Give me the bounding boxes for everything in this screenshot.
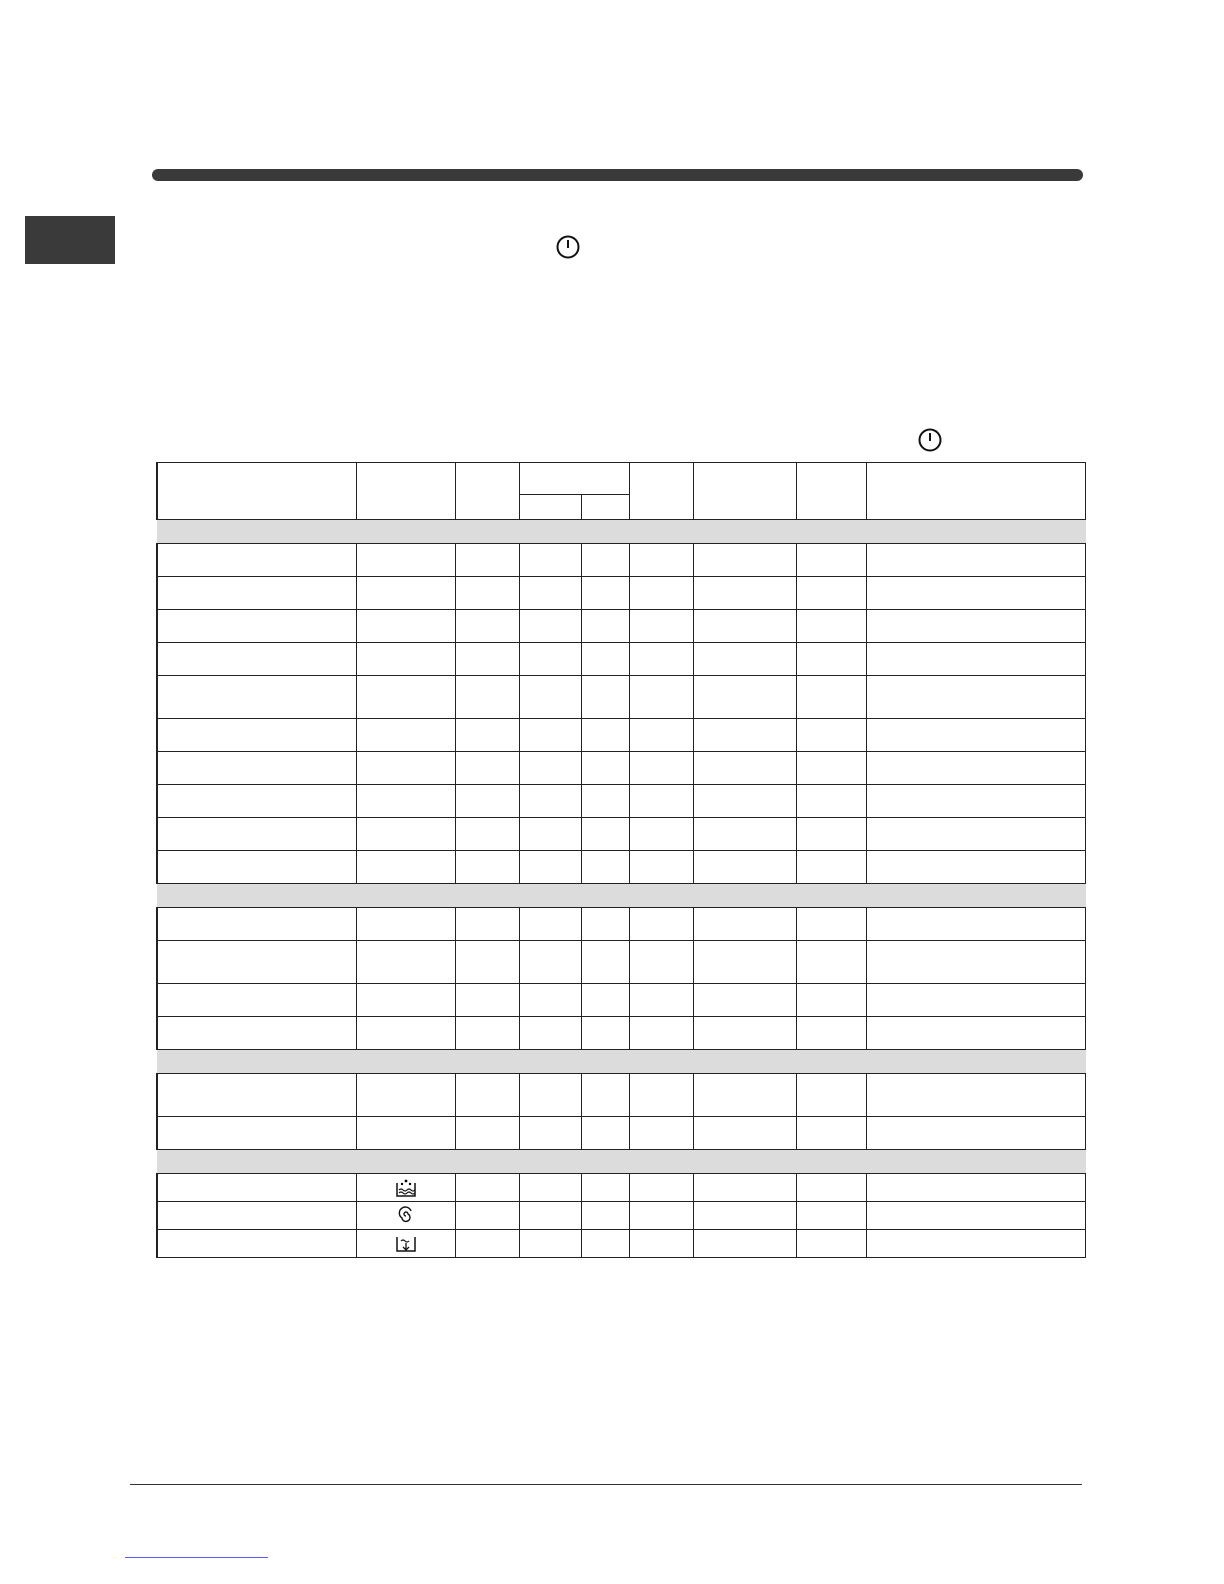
- table-cell: [796, 851, 866, 884]
- table-cell: [455, 1202, 519, 1230]
- table-row: [157, 1074, 1085, 1117]
- table-cell: [629, 544, 693, 577]
- table-cell: [356, 908, 455, 941]
- table-cell: [455, 610, 519, 643]
- table-cell: [455, 908, 519, 941]
- group-band-cell: [157, 1050, 1085, 1074]
- table-cell: [455, 818, 519, 851]
- table-cell: [455, 984, 519, 1017]
- table-cell: [455, 544, 519, 577]
- header-cell: [519, 495, 581, 520]
- table-group-band: [157, 520, 1085, 544]
- table-cell: [866, 1017, 1085, 1050]
- table-cell: [157, 719, 356, 752]
- table-cell: [157, 785, 356, 818]
- table-cell: [581, 1230, 629, 1258]
- table-cell: [157, 941, 356, 984]
- table-cell: [356, 610, 455, 643]
- table-cell: [629, 785, 693, 818]
- table-cell: [455, 1017, 519, 1050]
- table-cell: [866, 577, 1085, 610]
- table-cell: [157, 984, 356, 1017]
- table-cell: [796, 1074, 866, 1117]
- table-cell: [581, 785, 629, 818]
- table-row: [157, 1174, 1085, 1202]
- table-cell: [693, 984, 796, 1017]
- table-cell: [356, 941, 455, 984]
- header-cell: [455, 463, 519, 520]
- table-cell: [581, 719, 629, 752]
- power-icon: [555, 234, 581, 260]
- table-cell: [581, 610, 629, 643]
- table-cell: [519, 818, 581, 851]
- table-cell: [581, 544, 629, 577]
- table-cell: [629, 1174, 693, 1202]
- table-cell: [356, 1202, 455, 1230]
- table-cell: [866, 643, 1085, 676]
- table-cell: [581, 643, 629, 676]
- table-cell: [455, 941, 519, 984]
- spin-icon: [357, 1205, 455, 1227]
- power-icon: [917, 427, 943, 453]
- table-cell: [519, 719, 581, 752]
- table-cell: [629, 1074, 693, 1117]
- table-cell: [693, 1202, 796, 1230]
- table-cell: [693, 941, 796, 984]
- table-cell: [629, 1230, 693, 1258]
- table-cell: [629, 676, 693, 719]
- table-cell: [866, 1117, 1085, 1150]
- rinse-icon: [357, 1177, 455, 1199]
- table-cell: [519, 984, 581, 1017]
- table-row: [157, 818, 1085, 851]
- table-cell: [519, 643, 581, 676]
- table-cell: [157, 908, 356, 941]
- table-cell: [629, 1202, 693, 1230]
- language-tab-marker: [25, 216, 115, 264]
- table-cell: [796, 984, 866, 1017]
- header-cell: [581, 495, 629, 520]
- table-cell: [693, 676, 796, 719]
- table-cell: [157, 1074, 356, 1117]
- table-cell: [693, 818, 796, 851]
- table-cell: [796, 785, 866, 818]
- table-cell: [157, 1174, 356, 1202]
- table-row: [157, 785, 1085, 818]
- group-band-cell: [157, 884, 1085, 908]
- table-cell: [581, 851, 629, 884]
- table-cell: [866, 1174, 1085, 1202]
- table-cell: [796, 577, 866, 610]
- footer-link-underline: [125, 1557, 268, 1558]
- table-cell: [455, 643, 519, 676]
- drain-icon: [357, 1233, 455, 1255]
- table-cell: [581, 577, 629, 610]
- table-cell: [356, 1074, 455, 1117]
- table-cell: [519, 1117, 581, 1150]
- table-cell: [581, 676, 629, 719]
- table-cell: [796, 818, 866, 851]
- table-row: [157, 908, 1085, 941]
- table-cell: [866, 1074, 1085, 1117]
- table-cell: [455, 676, 519, 719]
- table-cell: [796, 908, 866, 941]
- table-cell: [455, 719, 519, 752]
- table-cell: [356, 851, 455, 884]
- footer-rule: [130, 1484, 1082, 1485]
- table-cell: [866, 818, 1085, 851]
- table-cell: [356, 1117, 455, 1150]
- table-cell: [866, 610, 1085, 643]
- table-row: [157, 984, 1085, 1017]
- header-divider-bar: [152, 169, 1083, 181]
- table-cell: [519, 941, 581, 984]
- table-cell: [581, 941, 629, 984]
- table-cell: [796, 1017, 866, 1050]
- table-row: [157, 1202, 1085, 1230]
- table-row: [157, 544, 1085, 577]
- table-cell: [796, 1202, 866, 1230]
- table-cell: [629, 1017, 693, 1050]
- table-cell: [796, 1174, 866, 1202]
- table-cell: [356, 1230, 455, 1258]
- table-cell: [157, 1117, 356, 1150]
- table-cell: [629, 643, 693, 676]
- table-cell: [519, 908, 581, 941]
- table-cell: [519, 752, 581, 785]
- table-cell: [796, 643, 866, 676]
- table-cell: [629, 851, 693, 884]
- table-cell: [581, 1074, 629, 1117]
- table-cell: [455, 752, 519, 785]
- table-cell: [693, 851, 796, 884]
- table-cell: [693, 1017, 796, 1050]
- table-cell: [581, 752, 629, 785]
- table-cell: [519, 676, 581, 719]
- table-cell: [866, 941, 1085, 984]
- table-cell: [157, 577, 356, 610]
- header-cell: [693, 463, 796, 520]
- table-cell: [796, 1117, 866, 1150]
- table-cell: [157, 676, 356, 719]
- table-cell: [356, 818, 455, 851]
- table-cell: [519, 785, 581, 818]
- table-cell: [519, 1202, 581, 1230]
- table-cell: [455, 577, 519, 610]
- table-cell: [693, 1117, 796, 1150]
- table-cell: [581, 1017, 629, 1050]
- table-cell: [519, 1074, 581, 1117]
- table-cell: [157, 1230, 356, 1258]
- table-row: [157, 1230, 1085, 1258]
- table-cell: [866, 908, 1085, 941]
- table-cell: [519, 577, 581, 610]
- table-cell: [866, 1202, 1085, 1230]
- table-row: [157, 1017, 1085, 1050]
- table-group-band: [157, 1150, 1085, 1174]
- table-cell: [693, 610, 796, 643]
- table-cell: [157, 544, 356, 577]
- table-cell: [157, 818, 356, 851]
- table-cell: [356, 785, 455, 818]
- table-cell: [455, 851, 519, 884]
- programme-table: [156, 462, 1086, 1258]
- table-cell: [693, 719, 796, 752]
- table-cell: [455, 1117, 519, 1150]
- table-cell: [356, 1017, 455, 1050]
- table-cell: [693, 1074, 796, 1117]
- table-cell: [866, 984, 1085, 1017]
- table-cell: [796, 1230, 866, 1258]
- table-cell: [581, 1174, 629, 1202]
- table-header-row: [157, 463, 1085, 495]
- table-cell: [693, 785, 796, 818]
- table-row: [157, 610, 1085, 643]
- table-cell: [629, 818, 693, 851]
- table-row: [157, 676, 1085, 719]
- table-cell: [356, 1174, 455, 1202]
- table-cell: [693, 643, 796, 676]
- table-cell: [519, 1230, 581, 1258]
- group-band-cell: [157, 1150, 1085, 1174]
- table-cell: [455, 1174, 519, 1202]
- table-row: [157, 1117, 1085, 1150]
- table-cell: [356, 643, 455, 676]
- table-cell: [356, 719, 455, 752]
- table-cell: [455, 785, 519, 818]
- header-cell: [866, 463, 1085, 520]
- table-cell: [796, 752, 866, 785]
- table-row: [157, 752, 1085, 785]
- table-group-band: [157, 1050, 1085, 1074]
- table-cell: [629, 719, 693, 752]
- table-cell: [157, 1202, 356, 1230]
- table-cell: [157, 1017, 356, 1050]
- table-cell: [519, 610, 581, 643]
- table-cell: [157, 643, 356, 676]
- table-cell: [356, 752, 455, 785]
- table-cell: [796, 719, 866, 752]
- table-cell: [629, 577, 693, 610]
- table-cell: [629, 610, 693, 643]
- table-cell: [519, 1174, 581, 1202]
- table-cell: [581, 818, 629, 851]
- table-cell: [519, 544, 581, 577]
- table-cell: [796, 544, 866, 577]
- table-cell: [629, 984, 693, 1017]
- table-cell: [866, 752, 1085, 785]
- table-cell: [581, 1117, 629, 1150]
- table-cell: [157, 610, 356, 643]
- table-cell: [693, 577, 796, 610]
- table-cell: [455, 1074, 519, 1117]
- header-cell: [519, 463, 629, 495]
- table-cell: [693, 1174, 796, 1202]
- table-row: [157, 941, 1085, 984]
- table-cell: [796, 676, 866, 719]
- table-cell: [519, 1017, 581, 1050]
- table-cell: [629, 752, 693, 785]
- table-cell: [796, 610, 866, 643]
- table-cell: [866, 1230, 1085, 1258]
- table-cell: [356, 676, 455, 719]
- table-cell: [866, 719, 1085, 752]
- header-cell: [796, 463, 866, 520]
- table-cell: [693, 1230, 796, 1258]
- table-cell: [629, 1117, 693, 1150]
- table-cell: [356, 984, 455, 1017]
- table-cell: [693, 752, 796, 785]
- group-band-cell: [157, 520, 1085, 544]
- table-cell: [796, 941, 866, 984]
- table-row: [157, 577, 1085, 610]
- table-cell: [693, 544, 796, 577]
- table-cell: [866, 544, 1085, 577]
- table-cell: [356, 577, 455, 610]
- table-cell: [455, 1230, 519, 1258]
- header-cell: [356, 463, 455, 520]
- table-row: [157, 643, 1085, 676]
- table-cell: [866, 851, 1085, 884]
- table-cell: [581, 908, 629, 941]
- table-cell: [356, 544, 455, 577]
- table-cell: [629, 941, 693, 984]
- header-cell: [157, 463, 356, 520]
- table-cell: [866, 785, 1085, 818]
- table-cell: [519, 851, 581, 884]
- table-cell: [581, 984, 629, 1017]
- header-cell: [629, 463, 693, 520]
- table-cell: [693, 908, 796, 941]
- table-cell: [629, 908, 693, 941]
- table-row: [157, 851, 1085, 884]
- table-cell: [157, 851, 356, 884]
- table-cell: [866, 676, 1085, 719]
- table-row: [157, 719, 1085, 752]
- table-cell: [581, 1202, 629, 1230]
- table-group-band: [157, 884, 1085, 908]
- table-cell: [157, 752, 356, 785]
